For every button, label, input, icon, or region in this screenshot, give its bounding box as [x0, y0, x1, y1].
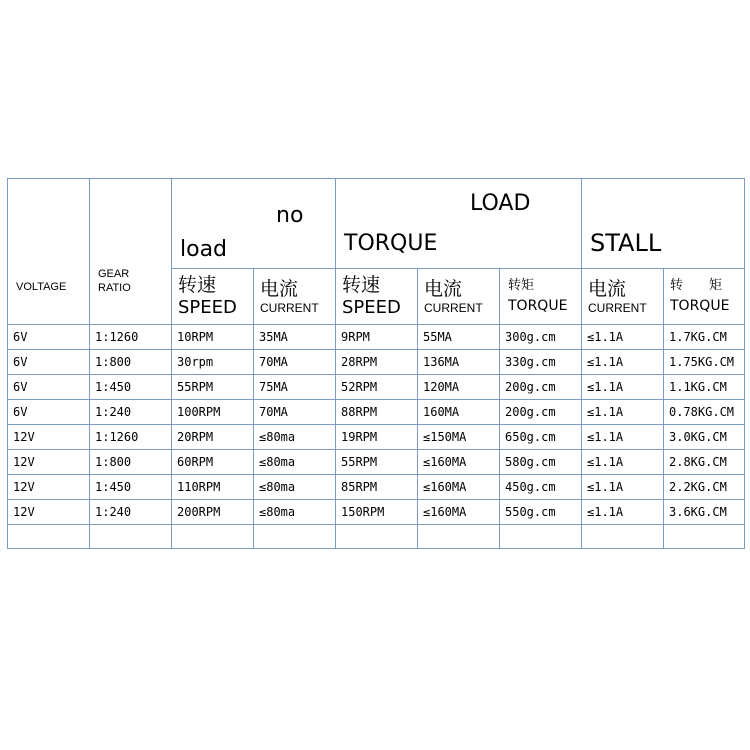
- voltage-cell: 12V: [8, 500, 90, 525]
- stall-current-header: [582, 269, 664, 325]
- stall-torque-cell: 2.8KG.CM: [664, 450, 745, 475]
- stall-current-cell: ≤1.1A: [582, 400, 664, 425]
- stall-title: STALL: [590, 229, 662, 257]
- noload-current-cell: ≤80ma: [254, 450, 336, 475]
- load-speed-cell: 85RPM: [336, 475, 418, 500]
- speed-cn: 转速: [342, 274, 381, 297]
- speed-en: SPEED: [178, 297, 237, 319]
- load-current-cell: ≤160MA: [418, 500, 500, 525]
- voltage-cell: 6V: [8, 350, 90, 375]
- table-row: [8, 425, 745, 450]
- stall-torque-cell: 1.75KG.CM: [664, 350, 745, 375]
- current-en: CURRENT: [588, 300, 647, 315]
- load-current-cell: ≤160MA: [418, 450, 500, 475]
- noload-speed-cell: 110RPM: [172, 475, 254, 500]
- table-row: [8, 475, 745, 500]
- gear-label: GEAR: [98, 268, 130, 281]
- noload-current-cell: ≤80ma: [254, 500, 336, 525]
- load-speed-header: [336, 269, 418, 325]
- stall-current-cell: ≤1.1A: [582, 425, 664, 450]
- stall-torque-cell: 3.6KG.CM: [664, 500, 745, 525]
- voltage-header-text: VOLTAGE: [16, 280, 67, 293]
- load-speed-cell: 19RPM: [336, 425, 418, 450]
- stall-current-cell: ≤1.1A: [582, 450, 664, 475]
- stall-torque-cell: 3.0KG.CM: [664, 425, 745, 450]
- current-cn: 电流: [260, 277, 299, 300]
- voltage-cell: 6V: [8, 375, 90, 400]
- voltage-cell: 6V: [8, 400, 90, 425]
- noload-current-cell: ≤80ma: [254, 475, 336, 500]
- stall-torque-cell: 0.78KG.CM: [664, 400, 745, 425]
- empty-cell: [664, 525, 745, 549]
- gear-ratio-cell: 1:800: [90, 450, 172, 475]
- current-cn: 电流: [424, 277, 463, 300]
- noload-speed-cell: 55RPM: [172, 375, 254, 400]
- gear-ratio-cell: 1:240: [90, 400, 172, 425]
- noload-current-cell: 70MA: [254, 350, 336, 375]
- load-current-cell: ≤160MA: [418, 475, 500, 500]
- empty-cell: [336, 525, 418, 549]
- load-current-header: [418, 269, 500, 325]
- load-current-cell: 160MA: [418, 400, 500, 425]
- speed-en: SPEED: [342, 297, 401, 319]
- stall-current-cell: ≤1.1A: [582, 350, 664, 375]
- empty-cell: [418, 525, 500, 549]
- current-en: CURRENT: [260, 300, 319, 315]
- data-rows: [8, 325, 745, 525]
- empty-cell: [172, 525, 254, 549]
- torque-cn: 转矩: [508, 278, 535, 294]
- empty-cell: [90, 525, 172, 549]
- empty-row: [8, 525, 745, 549]
- gear-ratio-cell: 1:1260: [90, 425, 172, 450]
- load-current-cell: 120MA: [418, 375, 500, 400]
- voltage-cell: 6V: [8, 325, 90, 350]
- load-torque-cell: 580g.cm: [500, 450, 582, 475]
- noload-current-header: [254, 269, 336, 325]
- table-row: [8, 350, 745, 375]
- stall-header: [582, 179, 745, 269]
- load-torque-cell: 650g.cm: [500, 425, 582, 450]
- table-row: [8, 325, 745, 350]
- load-torque-cell: 300g.cm: [500, 325, 582, 350]
- noload-current-cell: 70MA: [254, 400, 336, 425]
- load-torque: TORQUE: [344, 231, 438, 256]
- empty-cell: [254, 525, 336, 549]
- load-current-cell: 136MA: [418, 350, 500, 375]
- noload-speed-cell: 200RPM: [172, 500, 254, 525]
- load-current-cell: ≤150MA: [418, 425, 500, 450]
- gear-ratio-header: [90, 179, 172, 325]
- voltage-cell: 12V: [8, 425, 90, 450]
- gear-ratio-cell: 1:800: [90, 350, 172, 375]
- current-cn: 电流: [588, 277, 627, 300]
- empty-cell: [582, 525, 664, 549]
- load-torque-cell: 450g.cm: [500, 475, 582, 500]
- noload-current-cell: 35MA: [254, 325, 336, 350]
- noload-speed-cell: 30rpm: [172, 350, 254, 375]
- stall-torque-header: [664, 269, 745, 325]
- empty-cell: [500, 525, 582, 549]
- noload-speed-cell: 60RPM: [172, 450, 254, 475]
- motor-spec-table: [7, 178, 745, 549]
- load-torque-cell: 200g.cm: [500, 400, 582, 425]
- noload-current-cell: 75MA: [254, 375, 336, 400]
- noload-speed-cell: 100RPM: [172, 400, 254, 425]
- table-row: [8, 375, 745, 400]
- load-speed-cell: 55RPM: [336, 450, 418, 475]
- load-torque-cell: 200g.cm: [500, 375, 582, 400]
- gear-ratio-cell: 1:240: [90, 500, 172, 525]
- gear-ratio-cell: 1:450: [90, 375, 172, 400]
- load-current-cell: 55MA: [418, 325, 500, 350]
- noload-load: load: [180, 237, 228, 262]
- load-speed-cell: 52RPM: [336, 375, 418, 400]
- load-torque-cell: 550g.cm: [500, 500, 582, 525]
- gear-ratio-cell: 1:1260: [90, 325, 172, 350]
- load-header: [336, 179, 582, 269]
- torque-en: TORQUE: [508, 297, 568, 314]
- stall-current-cell: ≤1.1A: [582, 375, 664, 400]
- noload-header: [172, 179, 336, 269]
- load-speed-cell: 88RPM: [336, 400, 418, 425]
- stall-current-cell: ≤1.1A: [582, 325, 664, 350]
- torque-en: TORQUE: [670, 297, 730, 314]
- load-speed-cell: 28RPM: [336, 350, 418, 375]
- stall-current-cell: ≤1.1A: [582, 500, 664, 525]
- table-row: [8, 400, 745, 425]
- ratio-label: RATIO: [98, 281, 131, 294]
- gear-ratio-cell: 1:450: [90, 475, 172, 500]
- table-row: [8, 500, 745, 525]
- noload-no: no: [276, 203, 304, 228]
- noload-speed-cell: 20RPM: [172, 425, 254, 450]
- torque-cn: 转 矩: [670, 278, 723, 294]
- voltage-cell: 12V: [8, 450, 90, 475]
- load-speed-cell: 150RPM: [336, 500, 418, 525]
- load-torque-cell: 330g.cm: [500, 350, 582, 375]
- stall-torque-cell: 1.7KG.CM: [664, 325, 745, 350]
- load-torque-header: [500, 269, 582, 325]
- empty-cell: [8, 525, 90, 549]
- noload-speed-cell: 10RPM: [172, 325, 254, 350]
- noload-speed-header: [172, 269, 254, 325]
- stall-torque-cell: 1.1KG.CM: [664, 375, 745, 400]
- stall-torque-cell: 2.2KG.CM: [664, 475, 745, 500]
- load-speed-cell: 9RPM: [336, 325, 418, 350]
- voltage-cell: 12V: [8, 475, 90, 500]
- current-en: CURRENT: [424, 300, 483, 315]
- voltage-header: [8, 179, 90, 325]
- stall-current-cell: ≤1.1A: [582, 475, 664, 500]
- noload-current-cell: ≤80ma: [254, 425, 336, 450]
- load-title: LOAD: [470, 191, 531, 216]
- table-row: [8, 450, 745, 475]
- speed-cn: 转速: [178, 274, 217, 297]
